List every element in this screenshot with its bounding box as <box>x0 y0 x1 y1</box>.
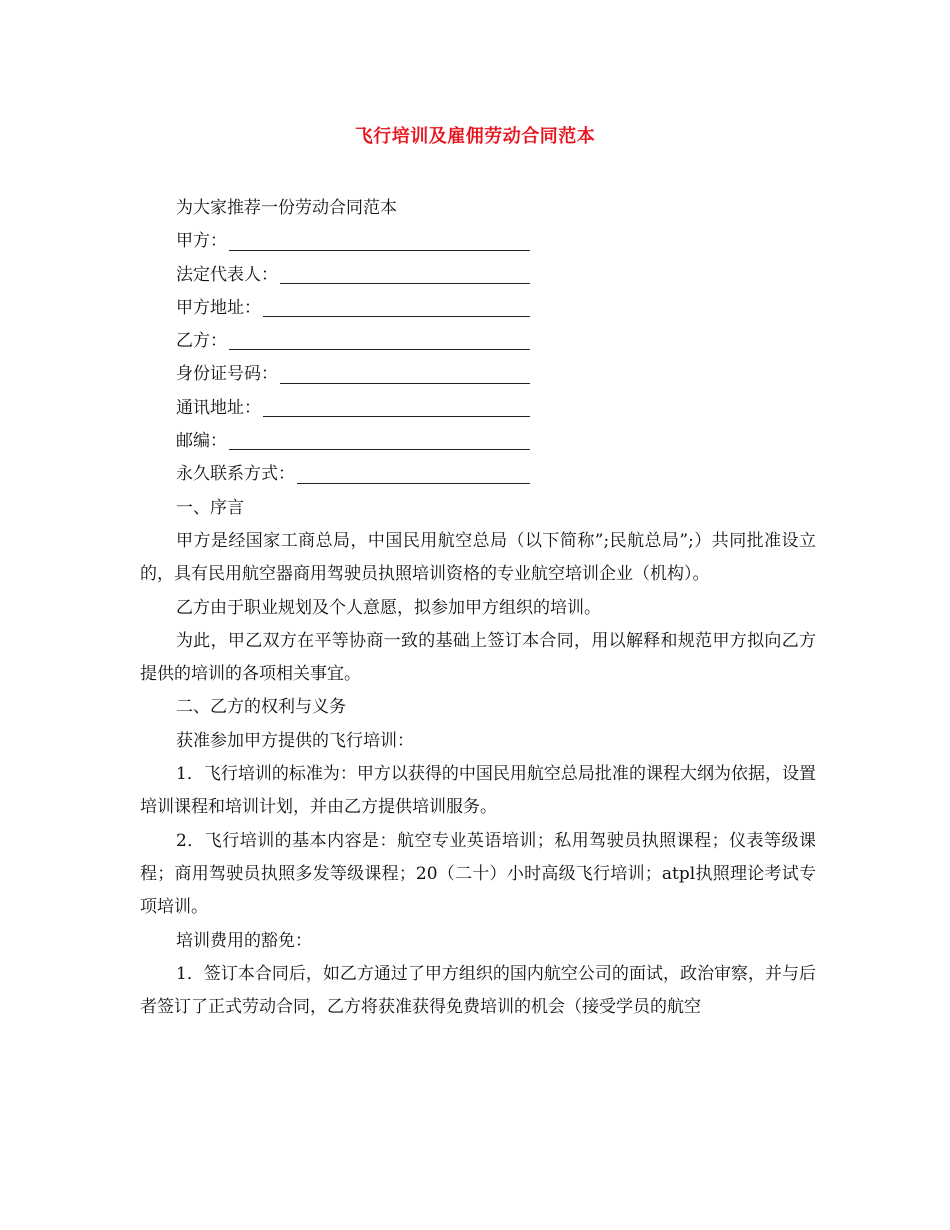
field-blank-line <box>229 236 530 251</box>
intro-line: 为大家推荐一份劳动合同范本 <box>176 198 397 218</box>
paragraph-party-a-intro: 甲方是经国家工商总局，中国民用航空总局（以下简称”;民航总局”;）共同批准设立的，具有民用航空器商用驾驶员执照培训资格的专业航空培训企业（机构）。 <box>140 530 816 585</box>
field-blank-line <box>263 302 530 317</box>
document-title: 飞行培训及雇佣劳动合同范本 <box>354 126 596 147</box>
section-heading-preface: 一、序言 <box>176 497 244 518</box>
clause-training-content: 2．飞行培训的基本内容是：航空专业英语培训；私用驾驶员执照课程；仪表等级课程；商用驾驶员执照多发等级课程；20（二十）小时高级飞行培训；atpl执照理论考试专项培训。 <box>140 830 816 918</box>
field-label: 法定代表人： <box>176 264 278 285</box>
field-party-b <box>140 325 530 358</box>
paragraph-purpose: 为此，甲乙双方在平等协商一致的基础上签订本合同，用以解释和规范甲方拟向乙方提供的培训的各项相关事宜。 <box>140 630 816 685</box>
field-label: 永久联系方式： <box>176 464 295 485</box>
field-blank-line <box>263 402 530 417</box>
field-blank-line <box>229 435 530 450</box>
field-legal-representative <box>140 259 530 292</box>
field-label: 身份证号码： <box>176 364 278 385</box>
field-label: 邮编： <box>176 431 227 452</box>
document-body <box>140 192 816 1024</box>
clause-fee-waiver: 1．签订本合同后，如乙方通过了甲方组织的国内航空公司的面试，政治审察，并与后者签订了正式劳动合同，乙方将获准获得免费培训的机会（接受学员的航空 <box>140 963 816 1018</box>
field-label: 乙方： <box>176 331 227 352</box>
field-blank-line <box>280 269 530 284</box>
field-party-a-address <box>140 292 530 325</box>
section-heading-rights: 二、乙方的权利与义务 <box>176 697 346 718</box>
clause-training-standard: 1．飞行培训的标准为：甲方以获得的中国民用航空总局批准的课程大纲为依据，设置培训课程和培训计划，并由乙方提供培训服务。 <box>140 764 816 818</box>
field-label: 甲方： <box>176 231 227 252</box>
field-blank-line <box>297 469 530 484</box>
subheading-fee-waiver: 培训费用的豁免： <box>176 930 312 951</box>
field-id-number <box>140 358 530 391</box>
field-blank-line <box>280 369 530 384</box>
field-label: 通讯地址： <box>176 397 261 418</box>
field-mailing-address <box>140 392 530 425</box>
field-permanent-contact <box>140 458 530 491</box>
subheading-training: 获准参加甲方提供的飞行培训： <box>176 730 414 751</box>
field-blank-line <box>229 335 530 350</box>
field-label: 甲方地址： <box>176 297 261 318</box>
field-postcode <box>140 425 530 458</box>
field-party-a <box>140 225 530 258</box>
paragraph-party-b-intent: 乙方由于职业规划及个人意愿，拟参加甲方组织的培训。 <box>176 597 601 618</box>
